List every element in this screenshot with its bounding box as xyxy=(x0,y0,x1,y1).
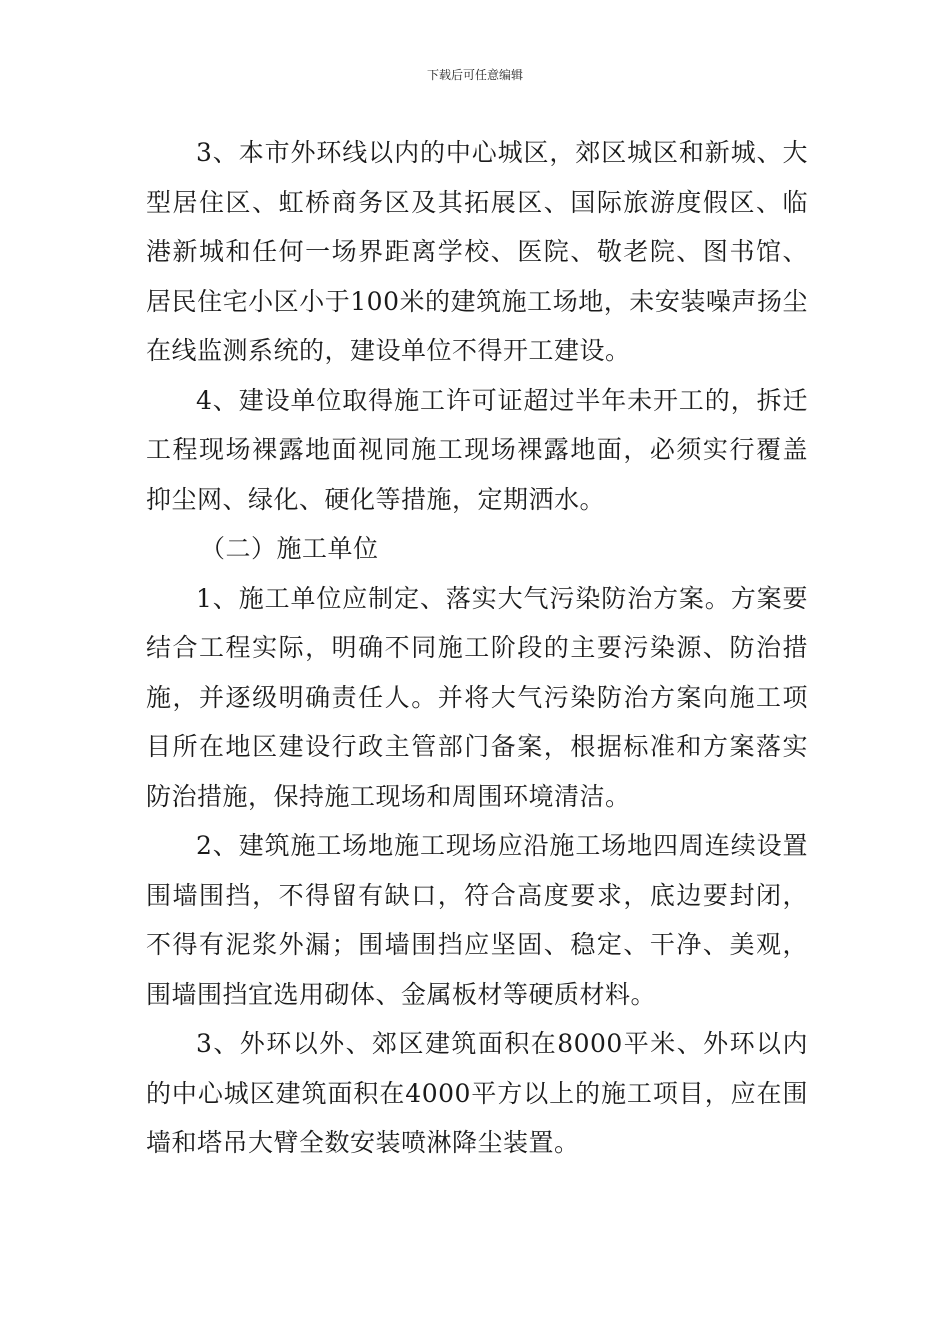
paragraph-item-3-residential-zone: 3、本市外环线以内的中心城区，郊区城区和新城、大型居住区、虹桥商务区及其拓展区、国际旅游度假区、临港新城和任何一场界距离学校、医院、敬老院、图书馆、居民住宅小区小于100米的建筑施工场地，未安装噪声扬尘在线监测系统的，建设单位不得开工建设。 xyxy=(146,138,808,365)
document-body xyxy=(146,128,808,1168)
page-header: 下载后可任意编辑 xyxy=(426,68,523,82)
paragraph-item-2-enclosure: 2、建筑施工场地施工现场应沿施工场地四周连续设置围墙围挡，不得留有缺口，符合高度要求，底边要封闭，不得有泥浆外漏；围墙围挡应坚固、稳定、干净、美观，围墙围挡宜选用砌体、金属板材等硬质材料。 xyxy=(146,831,808,1009)
paragraph-item-3-spray-devices: 3、外环以外、郊区建筑面积在8000平米、外环以内的中心城区建筑面积在4000平方以上的施工项目，应在围墙和塔吊大臂全数安装喷淋降尘装置。 xyxy=(146,1029,808,1157)
paragraph-item-1-prevention-plan: 1、施工单位应制定、落实大气污染防治方案。方案要结合工程实际，明确不同施工阶段的主要污染源、防治措施，并逐级明确责任人。并将大气污染防治方案向施工项目所在地区建设行政主管部门备案，根据标准和方案落实防治措施，保持施工现场和周围环境清洁。 xyxy=(146,583,808,811)
paragraph-item-4-permit: 4、建设单位取得施工许可证超过半年未开工的，拆迁工程现场裸露地面视同施工现场裸露地面，必须实行覆盖抑尘网、绿化、硬化等措施，定期洒水。 xyxy=(146,385,808,514)
section-heading-construction-unit: （二）施工单位 xyxy=(200,534,379,563)
